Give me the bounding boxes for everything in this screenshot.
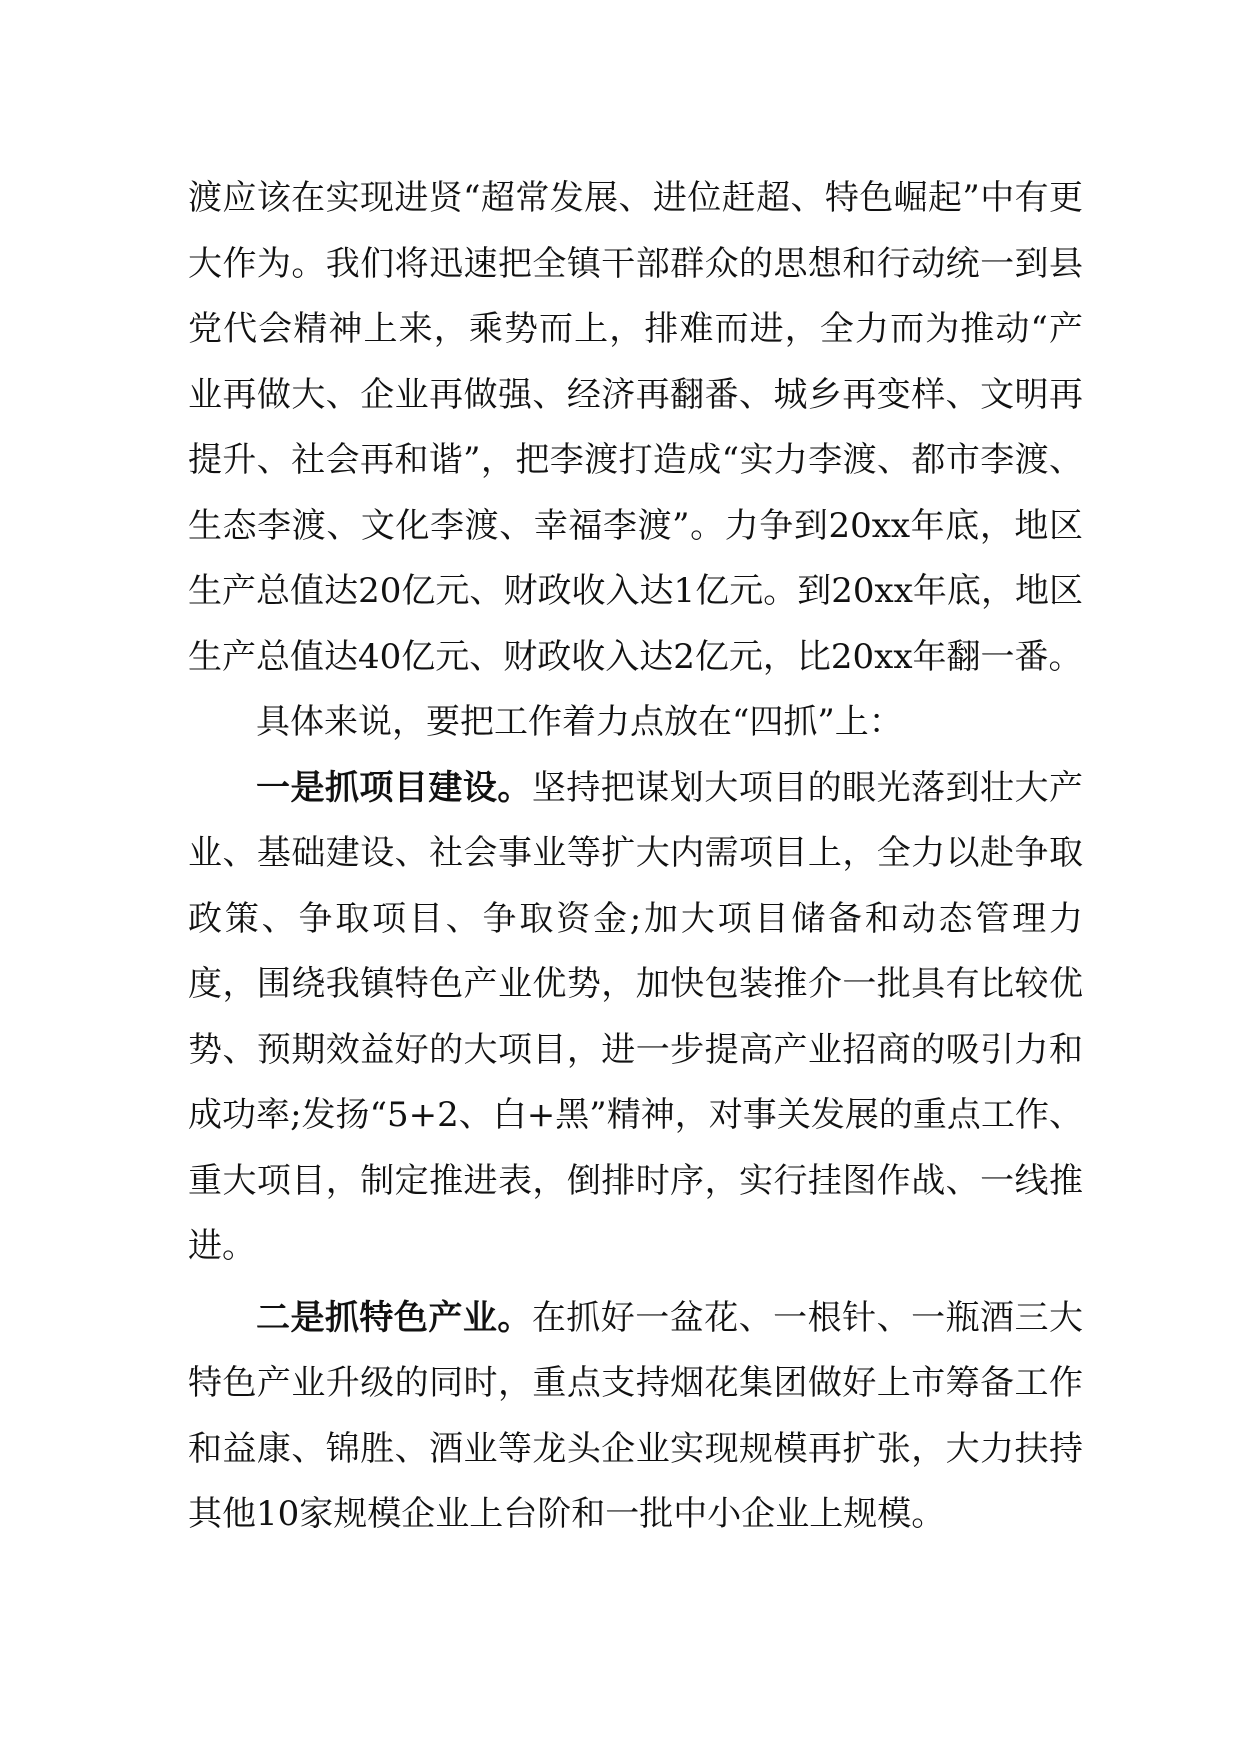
point-one-paragraph xyxy=(188,756,1083,1280)
intro-paragraph xyxy=(188,690,1083,756)
paragraph-text: 具体来说，要把工作着力点放在“四抓”上： xyxy=(256,702,903,742)
paragraph-lead-heading: 二是抓特色产业。 xyxy=(256,1297,532,1338)
paragraph-text: 在抓好一盆花、一根针、一瓶酒三大特色产业升级的同时，重点支持烟花集团做好上市筹备工作和益康、锦胜、酒业等龙头企业实现规模再扩张，大力扶持其他10家规模企业上台阶和一批中小企业上规模。 xyxy=(188,1297,1084,1534)
continuation-paragraph xyxy=(188,166,1083,690)
document-page xyxy=(188,166,1083,1548)
point-two-paragraph xyxy=(188,1286,1083,1548)
paragraph-text: 渡应该在实现进贤“超常发展、进位赶超、特色崛起”中有更大作为。我们将迅速把全镇干部群众的思想和行动统一到县党代会精神上来，乘势而上，排难而进，全力而为推动“产业再做大、企业再做强、经济再翻番、城乡再变样、文明再提升、社会再和谐”，把李渡打造成“实力李渡、都市李渡、生态李渡、文化李渡、幸福李渡”。力争到20xx年底，地区生产总值达20亿元、财政收入达1亿元。到20xx年底，地区生产总值达40亿元、财政收入达2亿元，比20xx年翻一番。 xyxy=(188,178,1083,677)
paragraph-lead-heading: 一是抓项目建设。 xyxy=(256,767,532,808)
paragraph-text: 坚持把谋划大项目的眼光落到壮大产业、基础建设、社会事业等扩大内需项目上，全力以赴争取政策、争取项目、争取资金;加大项目储备和动态管理力度，围绕我镇特色产业优势，加快包装推介一批具有比较优势、预期效益好的大项目，进一步提高产业招商的吸引力和成功率;发扬“5+2、白+黑”精神，对事关发展的重点工作、重大项目，制定推进表，倒排时序，实行挂图作战、一线推进。 xyxy=(188,767,1084,1266)
